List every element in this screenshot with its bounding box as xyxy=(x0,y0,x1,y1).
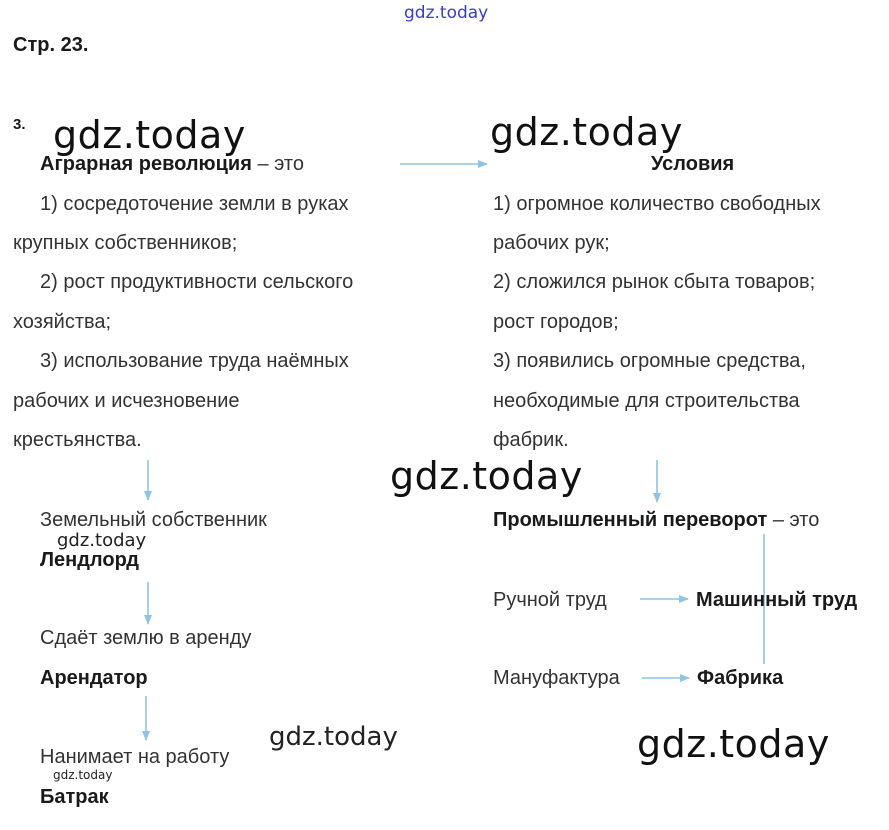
left-item-2: 2) рост продуктивности сельского xyxy=(40,271,354,293)
left-heading-suffix: – это xyxy=(251,153,304,175)
watermark-big-4: gdz.today xyxy=(637,722,830,766)
manual-labor: Ручной труд xyxy=(493,589,607,611)
rent-text: Сдаёт землю в аренду xyxy=(40,627,252,649)
left-item-3: 3) использование труда наёмных xyxy=(40,350,349,372)
industrial-revolution-term: Промышленный переворот xyxy=(493,509,768,531)
industrial-revolution-suffix: – это xyxy=(767,509,820,531)
watermark-big-2: gdz.today xyxy=(490,110,683,154)
farmhand-term: Батрак xyxy=(40,786,109,808)
left-item-3-cont: рабочих и исчезновение xyxy=(13,390,240,412)
page-title: Стр. 23. xyxy=(13,34,89,56)
industrial-revolution-heading xyxy=(493,508,819,532)
watermark-big-1: gdz.today xyxy=(53,113,246,157)
manufactory: Мануфактура xyxy=(493,667,620,689)
watermark-tiny-1: gdz.today xyxy=(53,768,113,782)
right-item-3-cont2: фабрик. xyxy=(493,429,569,451)
watermark-mid-1: gdz.today xyxy=(269,722,398,752)
agrarian-revolution-term: Аграрная революция xyxy=(40,153,252,175)
left-heading xyxy=(40,152,304,176)
landlord-term: Лендлорд xyxy=(40,549,140,571)
right-item-3: 3) появились огромные средства, xyxy=(493,350,806,372)
left-item-1: 1) сосредоточение земли в руках xyxy=(40,193,349,215)
watermark-small-1: gdz.today xyxy=(57,530,147,551)
watermark-top: gdz.today xyxy=(404,3,489,23)
watermark-big-3: gdz.today xyxy=(390,454,583,498)
left-item-2-cont: хозяйства; xyxy=(13,311,112,333)
right-item-2: 2) сложился рынок сбыта товаров; xyxy=(493,271,816,293)
task-number: 3. xyxy=(13,116,26,133)
tenant-term: Арендатор xyxy=(40,667,148,689)
left-item-1-cont: крупных собственников; xyxy=(13,232,238,254)
right-item-1-cont: рабочих рук; xyxy=(493,232,610,254)
hire-text: Нанимает на работу xyxy=(40,746,230,768)
right-item-3-cont: необходимые для строительства xyxy=(493,390,800,412)
left-item-3-cont2: крестьянства. xyxy=(13,429,142,451)
conditions-heading: Условия xyxy=(651,153,735,175)
right-item-1: 1) огромное количество свободных xyxy=(493,193,821,215)
owner-text: Земельный собственник xyxy=(40,509,267,531)
factory: Фабрика xyxy=(697,667,784,689)
right-item-2-cont: рост городов; xyxy=(493,311,619,333)
machine-labor: Машинный труд xyxy=(696,589,858,611)
